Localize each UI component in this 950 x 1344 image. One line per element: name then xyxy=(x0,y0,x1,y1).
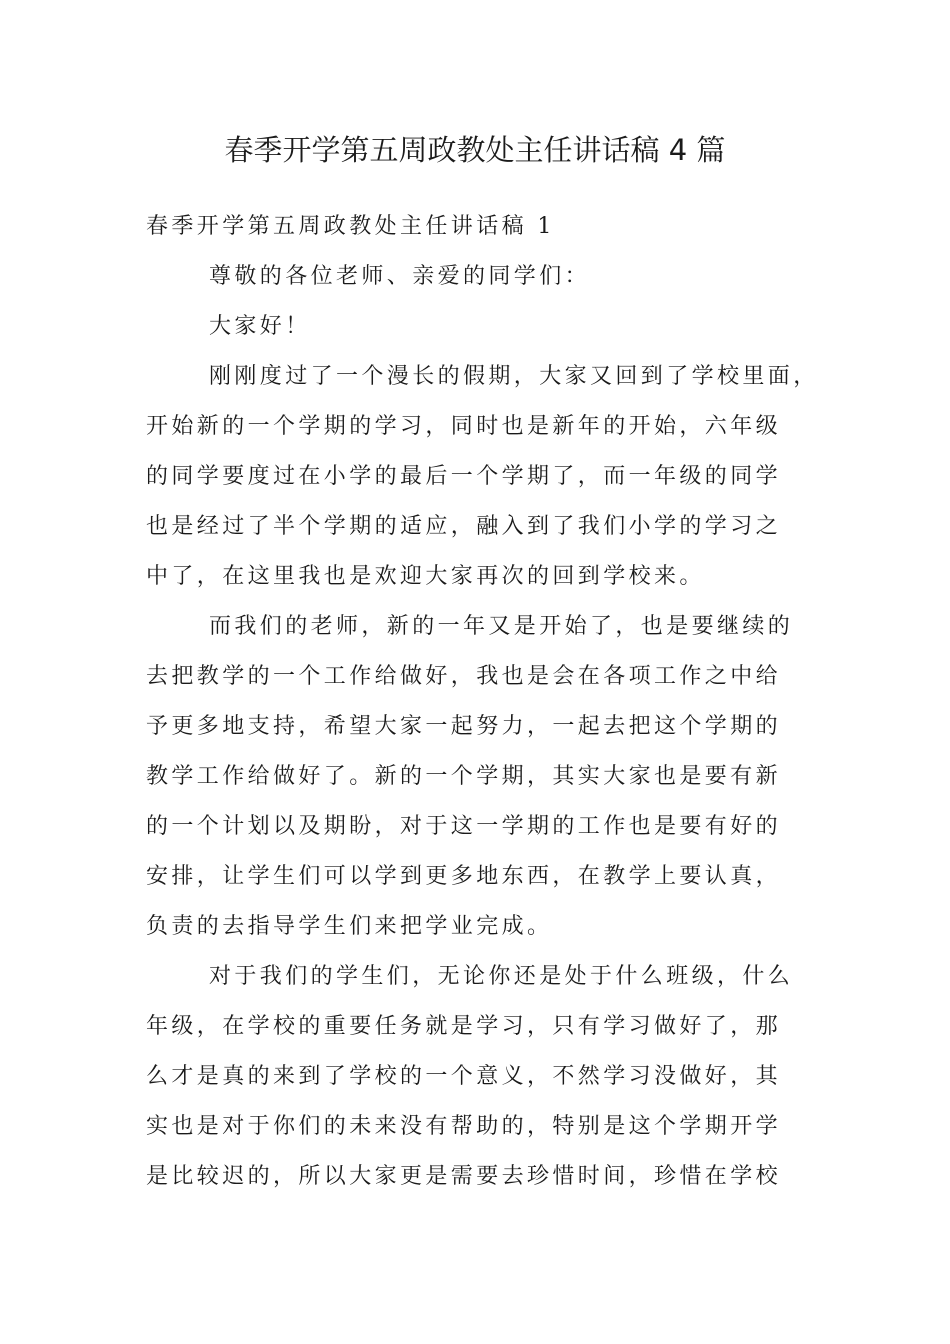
paragraph-line: 负责的去指导学生们来把学业完成。 xyxy=(146,914,553,939)
paragraph-line: 予更多地支持，希望大家一起努力，一起去把这个学期的 xyxy=(146,714,782,739)
paragraph-line: 中了，在这里我也是欢迎大家再次的回到学校来。 xyxy=(146,564,705,589)
paragraph-line: 实也是对于你们的未来没有帮助的，特别是这个学期开学 xyxy=(146,1114,782,1139)
greeting: 大家好！ xyxy=(209,314,311,339)
paragraph-line: 而我们的老师，新的一年又是开始了，也是要继续的 xyxy=(209,614,794,639)
salutation: 尊敬的各位老师、亲爱的同学们： xyxy=(209,264,591,289)
paragraph-line: 开始新的一个学期的学习，同时也是新年的开始，六年级 xyxy=(146,414,782,439)
paragraph-line: 的同学要度过在小学的最后一个学期了，而一年级的同学 xyxy=(146,464,782,489)
paragraph-line: 么才是真的来到了学校的一个意义，不然学习没做好，其 xyxy=(146,1064,782,1089)
paragraph-line: 刚刚度过了一个漫长的假期，大家又回到了学校里面， xyxy=(209,364,819,389)
paragraph-line: 安排，让学生们可以学到更多地东西，在教学上要认真， xyxy=(146,864,782,889)
paragraph-line: 也是经过了半个学期的适应，融入到了我们小学的学习之 xyxy=(146,514,782,539)
paragraph-line: 的一个计划以及期盼，对于这一学期的工作也是要有好的 xyxy=(146,814,782,839)
paragraph-line: 对于我们的学生们，无论你还是处于什么班级，什么 xyxy=(209,964,794,989)
section-heading: 春季开学第五周政教处主任讲话稿 1 xyxy=(146,214,555,239)
paragraph-line: 去把教学的一个工作给做好，我也是会在各项工作之中给 xyxy=(146,664,782,689)
paragraph-line: 教学工作给做好了。新的一个学期，其实大家也是要有新 xyxy=(146,764,782,789)
paragraph-line: 年级，在学校的重要任务就是学习，只有学习做好了，那 xyxy=(146,1014,782,1039)
document-title: 春季开学第五周政教处主任讲话稿 4 篇 xyxy=(224,133,726,167)
document-body xyxy=(146,202,819,1202)
paragraph-line: 是比较迟的，所以大家更是需要去珍惜时间，珍惜在学校 xyxy=(146,1164,782,1189)
